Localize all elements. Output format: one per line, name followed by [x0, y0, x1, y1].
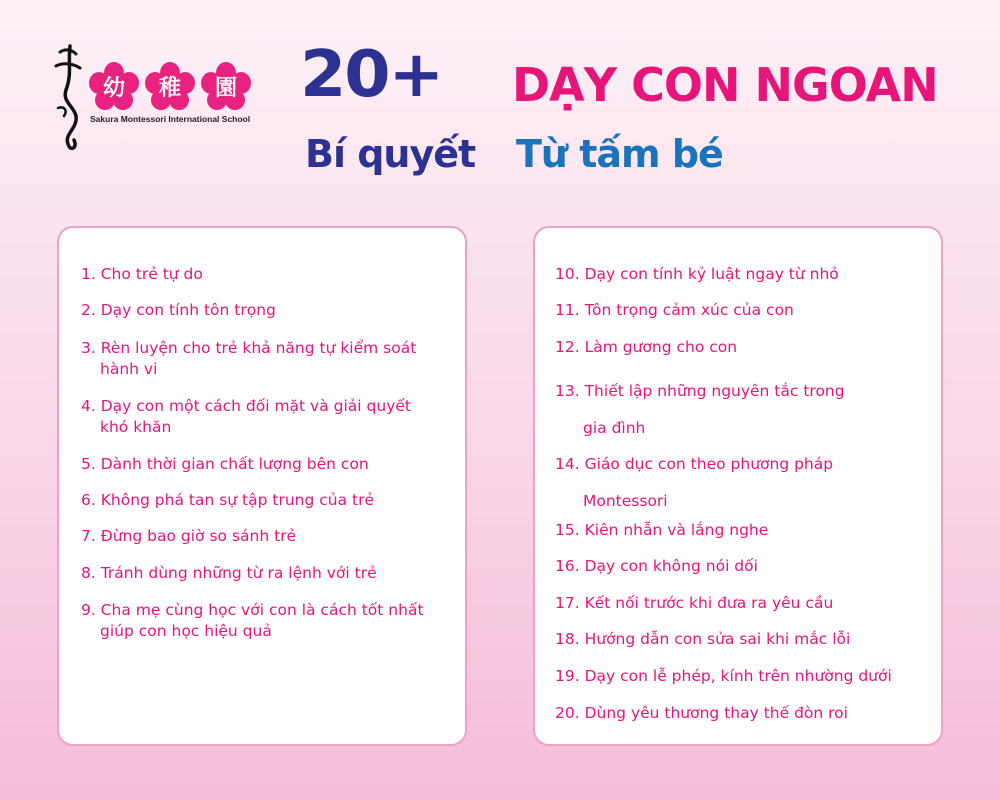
main-title: DẠY CON NGOAN [512, 58, 938, 112]
logo-kanji-3: 園 [214, 74, 237, 101]
tips-card-left [57, 226, 467, 746]
list-item [81, 300, 276, 321]
list-item-text-continued: giúp con học hiệu quả [100, 622, 272, 640]
list-item-text: Dạy con lễ phép, kính trên nhường dưới [584, 667, 892, 685]
list-item-text: Thiết lập những nguyên tắc trong [584, 382, 845, 400]
list-item-number: 3. [81, 339, 96, 357]
list-item-text-continued: hành vi [100, 360, 158, 378]
list-item-text-continued: gia đình [583, 419, 646, 437]
list-item-text: Cha mẹ cùng học với con là cách tốt nhất [100, 601, 424, 619]
list-item-text: Tôn trọng cảm xúc của con [584, 301, 794, 319]
list-item-text: Đừng bao giờ so sánh trẻ [100, 527, 297, 545]
list-item-text: Hướng dẫn con sửa sai khi mắc lỗi [584, 630, 851, 648]
list-item-number: 19. [555, 667, 580, 685]
list-item [81, 526, 296, 547]
sakura-blossom-icon [88, 62, 140, 110]
list-item-text: Rèn luyện cho trẻ khả năng tự kiểm soát [100, 339, 417, 357]
list-item [81, 338, 416, 380]
list-item-text: Dùng yêu thương thay thế đòn roi [584, 704, 848, 722]
school-logo [52, 44, 272, 164]
tips-label: Bí quyết [305, 132, 476, 176]
tips-card-right [533, 226, 943, 746]
list-item-number: 7. [81, 527, 96, 545]
list-item-text-continued: Montessori [583, 492, 668, 510]
list-item-number: 17. [555, 594, 580, 612]
list-item-text: Không phá tan sự tập trung của trẻ [100, 491, 374, 509]
list-item-text-continued: khó khăn [100, 418, 172, 436]
list-item [81, 396, 411, 438]
list-item-number: 20. [555, 704, 580, 722]
list-item-text: Cho trẻ tự do [100, 265, 203, 283]
list-item-number: 13. [555, 382, 580, 400]
list-item-text: Làm gương cho con [584, 338, 738, 356]
list-item-text: Dạy con không nói dối [584, 557, 758, 575]
list-item-number: 8. [81, 564, 96, 582]
list-item-text: Dạy con tính kỷ luật ngay từ nhỏ [584, 265, 839, 283]
list-item [555, 556, 758, 577]
list-item [81, 600, 424, 642]
list-item [81, 490, 374, 511]
list-item-number: 18. [555, 630, 580, 648]
list-item-text: Dạy con một cách đối mặt và giải quyết [100, 397, 411, 415]
list-item [81, 454, 369, 475]
list-item-text: Dạy con tính tôn trọng [100, 301, 276, 319]
list-item-text: Giáo dục con theo phương pháp [584, 455, 834, 473]
list-item [555, 666, 892, 687]
list-item [555, 446, 833, 520]
list-item [555, 520, 768, 541]
list-item-number: 2. [81, 301, 96, 319]
list-item-text: Kết nối trước khi đưa ra yêu cầu [584, 594, 834, 612]
list-item-number: 6. [81, 491, 96, 509]
list-item [555, 629, 850, 650]
list-item [555, 337, 737, 358]
list-item [555, 300, 794, 321]
list-item-number: 11. [555, 301, 580, 319]
list-item-number: 5. [81, 455, 96, 473]
brush-stroke-icon [52, 44, 92, 164]
list-item-number: 4. [81, 397, 96, 415]
list-item-number: 16. [555, 557, 580, 575]
logo-kanji-2: 稚 [158, 74, 181, 101]
logo-kanji-1: 幼 [102, 74, 125, 101]
list-item [81, 563, 377, 584]
sakura-blossom-icon [144, 62, 196, 110]
list-item [81, 264, 203, 285]
list-item-number: 12. [555, 338, 580, 356]
list-item-text: Tránh dùng những từ ra lệnh với trẻ [100, 564, 377, 582]
tips-count: 20+ [300, 38, 443, 112]
list-item [555, 703, 848, 724]
list-item-text: Kiên nhẫn và lắng nghe [584, 521, 769, 539]
sakura-blossom-icon [200, 62, 252, 110]
list-item-number: 15. [555, 521, 580, 539]
list-item-number: 9. [81, 601, 96, 619]
logo-kanji-row [88, 62, 256, 110]
list-item-number: 1. [81, 265, 96, 283]
list-item-text: Dành thời gian chất lượng bên con [100, 455, 369, 473]
list-item-number: 14. [555, 455, 580, 473]
list-item [555, 373, 845, 447]
list-item [555, 264, 839, 285]
school-name: Sakura Montessori International School [90, 114, 251, 124]
list-item-number: 10. [555, 265, 580, 283]
sub-title: Từ tấm bé [516, 132, 723, 176]
list-item [555, 593, 833, 614]
